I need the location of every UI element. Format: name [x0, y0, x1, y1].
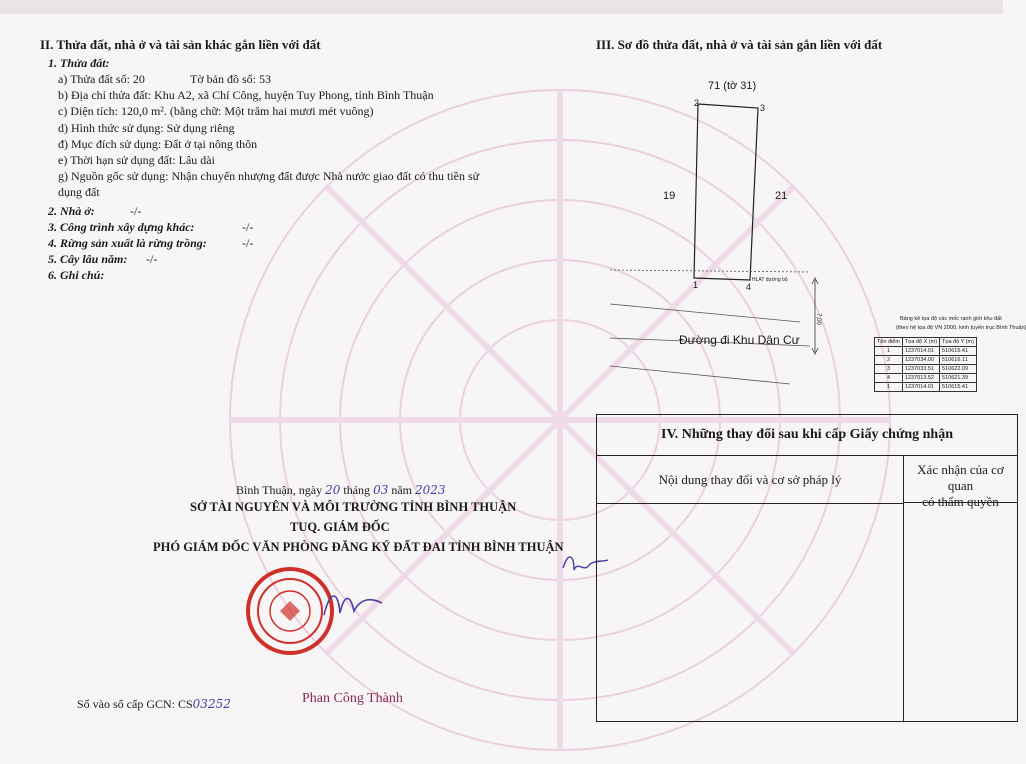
point-4-label: 4 — [746, 282, 752, 292]
coord-cell: 510621.39 — [940, 374, 977, 383]
table-row — [875, 356, 977, 365]
item-5-label: 5. Cây lâu năm: — [48, 252, 128, 266]
usage-purpose: đ) Mục đích sử dụng: Đất ở tại nông thôn — [58, 137, 258, 151]
road-line-label: HLAT đường bộ — [752, 277, 788, 283]
coord-cell: 1237014.01 — [902, 383, 939, 392]
signature-icon — [320, 585, 390, 625]
lot-area: c) Diện tích: 120,0 m². (bằng chữ: Một trăm hai mươi mét vuông) — [58, 104, 374, 118]
table-row — [875, 365, 977, 374]
deputy-title: PHÓ GIÁM ĐỐC VĂN PHÒNG ĐĂNG KÝ ĐẤT ĐAI TỈNH BÌNH THUẬN — [153, 540, 564, 554]
coord-cell: 4 — [875, 374, 903, 383]
usage-origin-line-2: dụng đất — [58, 185, 100, 199]
date-year-label: năm — [391, 483, 413, 497]
table-row — [875, 374, 977, 383]
date-month: 03 — [373, 483, 389, 497]
coord-header: Tọa độ Y (m) — [940, 338, 977, 347]
coord-table-caption-1: Bảng kê tọa độ các mốc ranh giới khu đất — [900, 316, 1002, 322]
book-number: 03252 — [192, 697, 231, 711]
road-label: Đường đi Khu Dân Cư — [679, 333, 800, 347]
tuq-title: TUQ. GIÁM ĐỐC — [290, 520, 390, 534]
certificate-book-number — [77, 697, 231, 712]
section-iii-title: III. Sơ đồ thửa đất, nhà ở và tài sản gắn liền với đất — [596, 37, 883, 52]
usage-term: e) Thời hạn sử dụng đất: Lâu dài — [58, 153, 215, 167]
date-month-label: tháng — [343, 483, 371, 497]
item-3-value: -/- — [242, 220, 254, 234]
coord-cell: 1 — [875, 347, 903, 356]
coord-cell: 1 — [875, 383, 903, 392]
coord-cell: 510622.09 — [940, 365, 977, 374]
left-neighbor-label: 19 — [663, 190, 676, 202]
coord-cell: 510615.41 — [940, 383, 977, 392]
agency-name: SỞ TÀI NGUYÊN VÀ MÔI TRƯỜNG TỈNH BÌNH THUẬN — [190, 500, 517, 514]
usage-origin-line-1: g) Nguồn gốc sử dụng: Nhận chuyển nhượng đất được Nhà nước giao đất có thu tiền sử — [58, 169, 480, 183]
item-1-title: 1. Thửa đất: — [48, 56, 110, 70]
coord-header: Tên điểm — [875, 338, 903, 347]
confirmation-header-line-1: Xác nhận của cơ quan — [917, 462, 1004, 493]
coord-table-caption-2: (theo hệ tọa độ VN 2000, kinh tuyến trục Bình Thuận) — [896, 325, 1026, 331]
confirmation-header-line-2: có thẩm quyền — [922, 494, 999, 509]
point-3-label: 3 — [760, 103, 766, 113]
point-1-label: 1 — [693, 280, 699, 290]
item-6-label: 6. Ghi chú: — [48, 268, 105, 282]
date-prefix: Bình Thuận, ngày — [236, 483, 323, 497]
coord-header: Tọa độ X (m) — [902, 338, 939, 347]
item-5-value: -/- — [146, 252, 158, 266]
table-row — [875, 383, 977, 392]
section-ii-title: II. Thửa đất, nhà ở và tài sản khác gắn liền với đất — [40, 37, 321, 52]
coord-table — [874, 337, 977, 392]
table-row — [875, 347, 977, 356]
date-year: 2023 — [415, 483, 446, 497]
point-2-label: 2 — [694, 98, 700, 108]
item-3-label: 3. Công trình xây dựng khác: — [48, 220, 195, 234]
coord-table-header-row — [875, 338, 977, 347]
changes-column — [597, 456, 904, 722]
changes-column-header: Nội dung thay đổi và cơ sở pháp lý — [597, 456, 903, 504]
coord-cell: 510615.41 — [940, 347, 977, 356]
confirmation-column — [904, 456, 1017, 722]
signer-name: Phan Công Thành — [302, 691, 403, 706]
map-sheet-number: Tờ bản đồ số: 53 — [190, 72, 272, 86]
width-label: 7,00 — [814, 313, 821, 325]
coord-cell: 1237013.52 — [902, 374, 939, 383]
item-4-label: 4. Rừng sản xuất là rừng trồng: — [48, 236, 207, 250]
item-2-label: 2. Nhà ở: — [48, 204, 95, 218]
lot-boundary — [694, 104, 758, 280]
confirmation-column-header — [904, 456, 1017, 509]
section-iv-table — [596, 414, 1018, 722]
section-iv-title: IV. Những thay đổi sau khi cấp Giấy chứng nhận — [597, 415, 1017, 456]
coord-cell: 1237034.00 — [902, 356, 939, 365]
coord-cell: 1237033.51 — [902, 365, 939, 374]
date-day: 20 — [325, 483, 341, 497]
issue-date — [236, 483, 446, 498]
coord-cell: 510616.11 — [940, 356, 977, 365]
lot-number: a) Thửa đất số: 20 — [58, 72, 145, 86]
right-neighbor-label: 21 — [775, 190, 788, 202]
road-edge-bottom — [610, 366, 790, 384]
road-edge-top — [610, 304, 800, 322]
coord-cell: 3 — [875, 365, 903, 374]
usage-form: d) Hình thức sử dụng: Sử dụng riêng — [58, 121, 235, 135]
coord-cell: 1237014.01 — [902, 347, 939, 356]
top-neighbor-label: 71 (tờ 31) — [708, 80, 757, 92]
item-4-value: -/- — [242, 236, 254, 250]
setback-line — [610, 270, 810, 272]
item-2-value: -/- — [130, 204, 142, 218]
lot-address: b) Địa chỉ thửa đất: Khu A2, xã Chí Công, huyện Tuy Phong, tỉnh Bình Thuận — [58, 88, 434, 102]
book-label: Số vào sổ cấp GCN: CS — [77, 697, 193, 711]
coord-cell: 2 — [875, 356, 903, 365]
